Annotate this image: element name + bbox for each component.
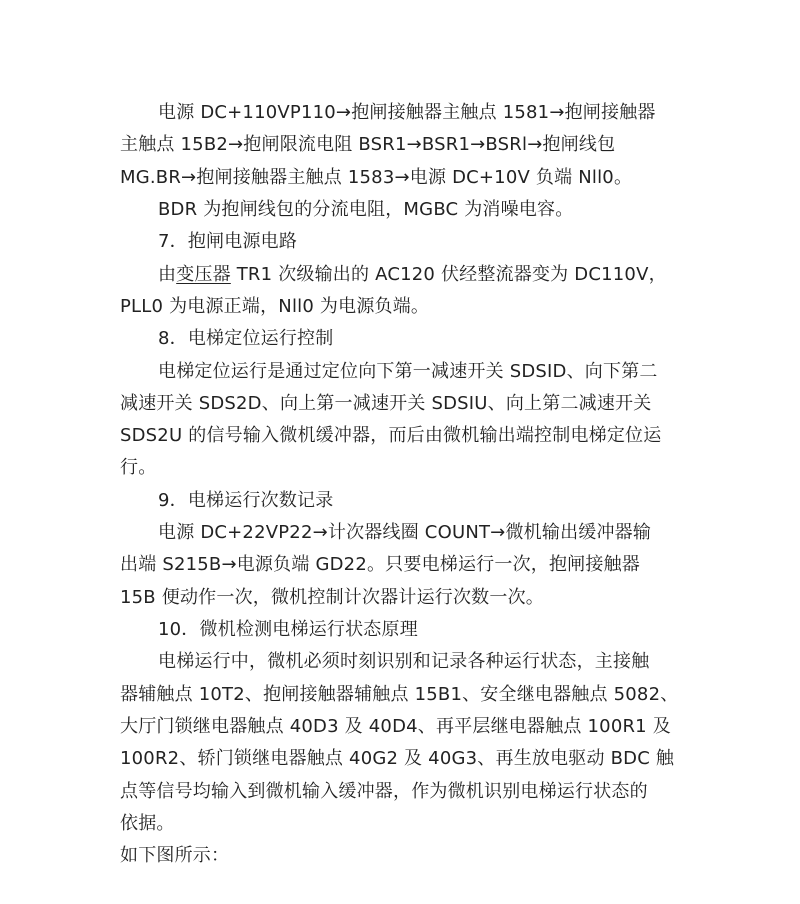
text-line-10: 减速开关 SDS2D、向上第一减速开关 SDSIU、向上第二减速开关 (120, 393, 652, 414)
text-line-14: 电源 DC+22VP22→计次器线圈 COUNT→微机输出缓冲器输 (158, 522, 652, 543)
text-line-4: BDR 为抱闸线包的分流电阻，MGBC 为消噪电容。 (158, 199, 574, 220)
text-line-9: 电梯定位运行是通过定位向下第一减速开关 SDSID、向下第二 (158, 361, 658, 382)
section-heading-9: 9．电梯运行次数记录 (158, 490, 334, 511)
text-line-16: 15B 便动作一次，微机控制计次器计运行次数一次。 (120, 587, 544, 608)
transformer-link[interactable]: 变压器 (176, 264, 231, 285)
section-heading-7: 7．抱闸电源电路 (158, 231, 298, 252)
text-line-7: PLL0 为电源正端，Nll0 为电源负端。 (120, 296, 430, 317)
text-line-18: 电梯运行中，微机必须时刻识别和记录各种运行状态，主接触 (158, 651, 650, 672)
text-line-21: 100R2、轿门锁继电器触点 40G2 及 40G3、再生放电驱动 BDC 触 (120, 748, 675, 769)
section-heading-8: 8．电梯定位运行控制 (158, 328, 334, 349)
text-line-24: 如下图所示： (120, 845, 230, 866)
text-line-2: 主触点 15B2→抱闸限流电阻 BSR1→BSR1→BSRl→抱闸线包 (120, 134, 616, 155)
text-line-12: 行。 (120, 457, 157, 478)
text-line-11: SDS2U 的信号输入微机缓冲器，而后由微机输出端控制电梯定位运 (120, 425, 662, 446)
text-line-1: 电源 DC+110VP110→抱闸接触器主触点 1581→抱闸接触器 (158, 102, 656, 123)
section-heading-10: 10．微机检测电梯运行状态原理 (158, 619, 418, 640)
text-line-6-prefix: 由 (158, 264, 177, 285)
text-line-15: 出端 S215B→电源负端 GD22。只要电梯运行一次，抱闸接触器 (120, 554, 640, 575)
text-line-23: 依据。 (120, 813, 175, 834)
text-line-19: 器辅触点 10T2、抱闸接触器辅触点 15B1、安全继电器触点 5082、 (120, 684, 679, 705)
text-line-22: 点等信号均输入到微机输入缓冲器，作为微机识别电梯运行状态的 (120, 781, 648, 802)
text-line-20: 大厅门锁继电器触点 40D3 及 40D4、再平层继电器触点 100R1 及 (120, 716, 671, 737)
text-line-6 (158, 263, 667, 287)
text-line-6-suffix: TR1 次级输出的 AC120 伏经整流器变为 DC110V， (230, 264, 667, 285)
text-line-3: MG.BR→抱闸接触器主触点 1583→电源 DC+10V 负端 Nll0。 (120, 167, 633, 188)
